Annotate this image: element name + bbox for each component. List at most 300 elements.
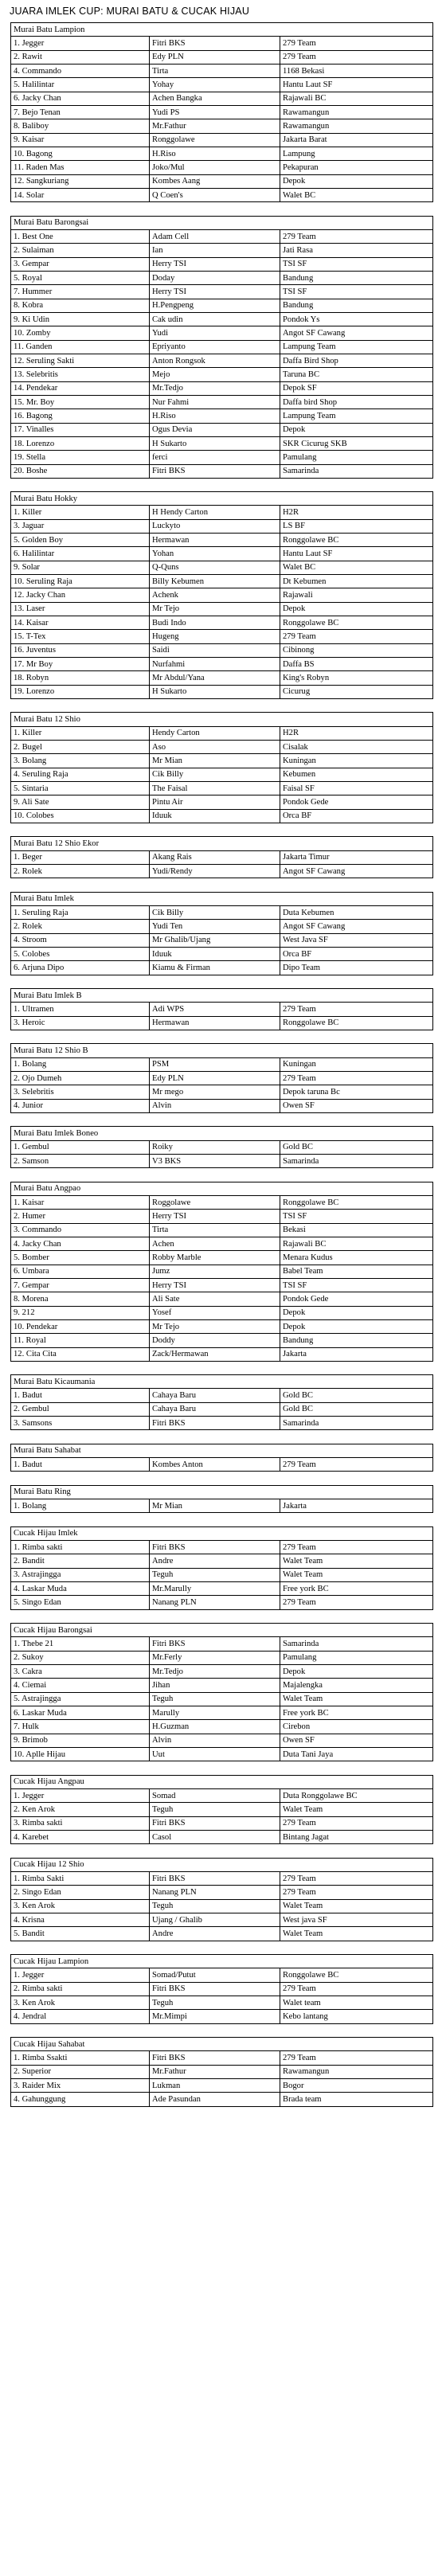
bird-name-cell: 2. Superior (11, 2065, 150, 2078)
team-name-cell: Gold BC (280, 1389, 433, 1402)
team-name-cell: Bekasi (280, 1223, 433, 1237)
table-row (11, 1071, 433, 1085)
table-row (11, 519, 433, 533)
team-name-cell: Samarinda (280, 1637, 433, 1651)
table-row (11, 865, 433, 878)
table-row (11, 1665, 433, 1679)
owner-name-cell: Hermawan (150, 1016, 280, 1030)
bird-name-cell: 4. Seruling Raja (11, 768, 150, 781)
team-name-cell: 279 Team (280, 1003, 433, 1016)
bird-name-cell: 4. Ciemai (11, 1679, 150, 1692)
owner-name-cell: Somad/Putut (150, 1968, 280, 1982)
owner-name-cell: Mr.Tedjo (150, 381, 280, 395)
owner-name-cell: Yohan (150, 547, 280, 561)
owner-name-cell: Cik Billy (150, 768, 280, 781)
owner-name-cell: Fitri BKS (150, 2051, 280, 2065)
team-name-cell: Duta Kebumen (280, 906, 433, 920)
owner-name-cell: Casol (150, 1830, 280, 1843)
table-row (11, 64, 433, 77)
bird-name-cell: 1. Thebe 21 (11, 1637, 150, 1651)
owner-name-cell: Andre (150, 1927, 280, 1941)
team-name-cell: 279 Team (280, 229, 433, 243)
section-header: Murai Batu Hokky (11, 492, 433, 506)
table-row (11, 423, 433, 436)
bird-name-cell: 5. Bandit (11, 1927, 150, 1941)
team-name-cell: Kuningan (280, 1057, 433, 1071)
owner-name-cell: Epriyanto (150, 340, 280, 354)
bird-name-cell: 2. Samson (11, 1154, 150, 1167)
bird-name-cell: 7. Hummer (11, 285, 150, 299)
bird-name-cell: 4. Laskar Muda (11, 1582, 150, 1596)
section-header-row (11, 1954, 433, 1968)
section-header: Murai Batu Imlek Boneo (11, 1127, 433, 1140)
bird-name-cell: 3. Bolang (11, 754, 150, 768)
team-name-cell: 279 Team (280, 1071, 433, 1085)
team-name-cell: Duta Ronggolawe BC (280, 1789, 433, 1803)
bird-name-cell: 16. Bagong (11, 409, 150, 423)
bird-name-cell: 3. Jaguar (11, 519, 150, 533)
section-spacer-row (11, 878, 433, 892)
bird-name-cell: 14. Pendekar (11, 381, 150, 395)
table-row (11, 381, 433, 395)
owner-name-cell: Fitri BKS (150, 1637, 280, 1651)
section-spacer-row (11, 975, 433, 988)
table-row (11, 285, 433, 299)
owner-name-cell: Herry TSI (150, 1278, 280, 1292)
bird-name-cell: 1. Bolang (11, 1057, 150, 1071)
owner-name-cell: Mr.Tedjo (150, 1665, 280, 1679)
section-spacer-row (11, 1472, 433, 1485)
table-row (11, 588, 433, 602)
team-name-cell: 279 Team (280, 1458, 433, 1472)
table-row (11, 1651, 433, 1664)
bird-name-cell: 5. Bomber (11, 1251, 150, 1265)
bird-name-cell: 9. Solar (11, 561, 150, 574)
table-row (11, 850, 433, 864)
spacer-cell (11, 1030, 433, 1043)
team-name-cell: 279 Team (280, 1596, 433, 1609)
owner-name-cell: Mr Tejo (150, 602, 280, 616)
bird-name-cell: 13. Laser (11, 602, 150, 616)
bird-name-cell: 5. Sintaria (11, 782, 150, 795)
bird-name-cell: 5. Halilintar (11, 78, 150, 92)
bird-name-cell: 1. Ultramen (11, 1003, 150, 1016)
owner-name-cell: Saidi (150, 643, 280, 657)
section-header-row (11, 1858, 433, 1871)
owner-name-cell: Mr Abdul/Yana (150, 671, 280, 685)
bird-name-cell: 10. Colobes (11, 809, 150, 823)
table-row (11, 1306, 433, 1319)
table-row (11, 754, 433, 768)
owner-name-cell: Ronggolawe (150, 133, 280, 147)
table-row (11, 1554, 433, 1568)
team-name-cell: Rajawali BC (280, 1237, 433, 1250)
owner-name-cell: Hendy Carton (150, 726, 280, 740)
table-row (11, 1251, 433, 1265)
owner-name-cell: Andre (150, 1554, 280, 1568)
table-row (11, 395, 433, 408)
table-row (11, 1085, 433, 1099)
owner-name-cell: Ade Pasundan (150, 2093, 280, 2106)
bird-name-cell: 3. Ken Arok (11, 1996, 150, 2009)
team-name-cell: 279 Team (280, 1871, 433, 1885)
bird-name-cell: 4. Krisna (11, 1913, 150, 1926)
section-spacer-row (11, 1609, 433, 1623)
owner-name-cell: Fitri BKS (150, 1871, 280, 1885)
owner-name-cell: Aso (150, 741, 280, 754)
table-row (11, 244, 433, 257)
team-name-cell: Walet Team (280, 1899, 433, 1913)
owner-name-cell: Yudi PS (150, 105, 280, 119)
owner-name-cell: Adi WPS (150, 1003, 280, 1016)
table-row (11, 1720, 433, 1734)
table-row (11, 312, 433, 326)
bird-name-cell: 12. Cita Cita (11, 1347, 150, 1361)
table-row (11, 368, 433, 381)
section-spacer-row (11, 202, 433, 216)
bird-name-cell: 2. Rimba sakti (11, 1982, 150, 1996)
section-header-row (11, 1775, 433, 1788)
section-header: Murai Batu 12 Shio Ekor (11, 837, 433, 850)
team-name-cell: LS BF (280, 519, 433, 533)
team-name-cell: TSI SF (280, 285, 433, 299)
team-name-cell: Walet team (280, 1996, 433, 2009)
bird-name-cell: 1. Killer (11, 726, 150, 740)
owner-name-cell: Lukman (150, 2078, 280, 2092)
owner-name-cell: Mr Mian (150, 1499, 280, 1513)
bird-name-cell: 1. Jegger (11, 1968, 150, 1982)
bird-name-cell: 5. Astrajingga (11, 1692, 150, 1706)
team-name-cell: Owen SF (280, 1099, 433, 1112)
bird-name-cell: 6. Jacky Chan (11, 92, 150, 105)
owner-name-cell: Q-Quns (150, 561, 280, 574)
bird-name-cell: 6. Arjuna Dipo (11, 961, 150, 975)
table-row (11, 1278, 433, 1292)
team-name-cell: Free york BC (280, 1582, 433, 1596)
bird-name-cell: 6. Umbara (11, 1265, 150, 1278)
table-row (11, 671, 433, 685)
owner-name-cell: Doddy (150, 1334, 280, 1347)
team-name-cell: Babel Team (280, 1265, 433, 1278)
owner-name-cell: Roiky (150, 1140, 280, 1154)
bird-name-cell: 8. Morena (11, 1292, 150, 1306)
spacer-cell (11, 878, 433, 892)
bird-name-cell: 6. Halilintar (11, 547, 150, 561)
bird-name-cell: 2. Ken Arok (11, 1803, 150, 1816)
section-header-row (11, 23, 433, 37)
table-row (11, 1347, 433, 1361)
table-row (11, 1982, 433, 1996)
owner-name-cell: Ian (150, 244, 280, 257)
team-name-cell: Pamulang (280, 451, 433, 464)
table-row (11, 1830, 433, 1843)
team-name-cell: Hantu Laut SF (280, 78, 433, 92)
owner-name-cell: H Hendy Carton (150, 506, 280, 519)
owner-name-cell: Nurfahmi (150, 658, 280, 671)
team-name-cell: Rawamangun (280, 2065, 433, 2078)
bird-name-cell: 16. Juventus (11, 643, 150, 657)
team-name-cell: Dt Kebumen (280, 575, 433, 588)
bird-name-cell: 4. Stroom (11, 933, 150, 947)
table-row (11, 464, 433, 478)
spacer-cell (11, 1941, 433, 1954)
team-name-cell: Walet BC (280, 561, 433, 574)
section-header: Cucak Hijau Barongsai (11, 1624, 433, 1637)
owner-name-cell: Yudi Ten (150, 920, 280, 933)
owner-name-cell: Achenk (150, 588, 280, 602)
section-spacer-row (11, 1941, 433, 1954)
owner-name-cell: Teguh (150, 1568, 280, 1581)
bird-name-cell: 10. Aplle Hijau (11, 1748, 150, 1761)
table-row (11, 1679, 433, 1692)
table-row (11, 1003, 433, 1016)
bird-name-cell: 9. Ali Sate (11, 795, 150, 809)
section-header-row (11, 1375, 433, 1389)
bird-name-cell: 11. Royal (11, 1334, 150, 1347)
owner-name-cell: Herry TSI (150, 257, 280, 271)
section-header: Murai Batu Sahabat (11, 1444, 433, 1457)
section-header: Cucak Hijau Imlek (11, 1526, 433, 1540)
table-row (11, 1499, 433, 1513)
team-name-cell: Ronggolawe BC (280, 534, 433, 547)
bird-name-cell: 3. Commando (11, 1223, 150, 1237)
owner-name-cell: Fitri BKS (150, 1816, 280, 1830)
section-header-row (11, 713, 433, 726)
table-row (11, 602, 433, 616)
bird-name-cell: 18. Robyn (11, 671, 150, 685)
owner-name-cell: Uut (150, 1748, 280, 1761)
team-name-cell: Depok (280, 1319, 433, 1333)
table-row (11, 1748, 433, 1761)
table-row (11, 1210, 433, 1223)
team-name-cell: Depok SF (280, 381, 433, 395)
bird-name-cell: 1. Rimba sakti (11, 1541, 150, 1554)
section-spacer-row (11, 1112, 433, 1126)
bird-name-cell: 9. Kaisar (11, 133, 150, 147)
table-row (11, 1319, 433, 1333)
team-name-cell: Gold BC (280, 1140, 433, 1154)
spacer-cell (11, 478, 433, 491)
table-row (11, 1417, 433, 1430)
bird-name-cell: 19. Lorenzo (11, 685, 150, 698)
owner-name-cell: Edy PLN (150, 50, 280, 64)
owner-name-cell: V3 BKS (150, 1154, 280, 1167)
bird-name-cell: 1. Best One (11, 229, 150, 243)
table-row (11, 271, 433, 284)
team-name-cell: Lampung (280, 147, 433, 160)
owner-name-cell: Mr mego (150, 1085, 280, 1099)
team-name-cell: Pondok Ys (280, 312, 433, 326)
team-name-cell: Samarinda (280, 1154, 433, 1167)
table-row (11, 1140, 433, 1154)
table-row (11, 1692, 433, 1706)
team-name-cell: Cibinong (280, 643, 433, 657)
team-name-cell: Cicurug (280, 685, 433, 698)
owner-name-cell: Edy PLN (150, 1071, 280, 1085)
owner-name-cell: Ujang / Ghalib (150, 1913, 280, 1926)
team-name-cell: TSI SF (280, 257, 433, 271)
table-row (11, 795, 433, 809)
table-row (11, 326, 433, 340)
bird-name-cell: 3. Rimba sakti (11, 1816, 150, 1830)
owner-name-cell: The Faisal (150, 782, 280, 795)
team-name-cell: West Java SF (280, 933, 433, 947)
table-row (11, 174, 433, 188)
section-spacer-row (11, 1430, 433, 1444)
team-name-cell: Depok (280, 1306, 433, 1319)
owner-name-cell: Tirta (150, 1223, 280, 1237)
section-header-row (11, 2037, 433, 2050)
owner-name-cell: PSM (150, 1057, 280, 1071)
bird-name-cell: 1. Badut (11, 1458, 150, 1472)
table-row (11, 2010, 433, 2023)
owner-name-cell: Teguh (150, 1803, 280, 1816)
team-name-cell: Walet BC (280, 188, 433, 201)
team-name-cell: Faisal SF (280, 782, 433, 795)
bird-name-cell: 1. Jegger (11, 1789, 150, 1803)
bird-name-cell: 2. Sulaiman (11, 244, 150, 257)
bird-name-cell: 6. Laskar Muda (11, 1706, 150, 1720)
table-row (11, 1265, 433, 1278)
table-row (11, 575, 433, 588)
table-row (11, 1789, 433, 1803)
team-name-cell: Bogor (280, 2078, 433, 2092)
bird-name-cell: 2. Bandit (11, 1554, 150, 1568)
section-header: Murai Batu Lampion (11, 23, 433, 37)
owner-name-cell: Robby Marble (150, 1251, 280, 1265)
team-name-cell: Ronggolawe BC (280, 1016, 433, 1030)
owner-name-cell: Luckyto (150, 519, 280, 533)
owner-name-cell: Jumz (150, 1265, 280, 1278)
team-name-cell: TSI SF (280, 1278, 433, 1292)
team-name-cell: 279 Team (280, 2051, 433, 2065)
owner-name-cell: Hermawan (150, 534, 280, 547)
section-header-row (11, 1182, 433, 1195)
owner-name-cell: Mr.Mimpi (150, 2010, 280, 2023)
team-name-cell: 1168 Bekasi (280, 64, 433, 77)
section-header-row (11, 1444, 433, 1457)
owner-name-cell: Nanang PLN (150, 1886, 280, 1899)
bird-name-cell: 12. Sangkuriang (11, 174, 150, 188)
spacer-cell (11, 1609, 433, 1623)
bird-name-cell: 2. Ojo Dumeh (11, 1071, 150, 1085)
team-name-cell: Angot SF Cawang (280, 920, 433, 933)
table-row (11, 1927, 433, 1941)
table-row (11, 906, 433, 920)
team-name-cell: Owen SF (280, 1734, 433, 1747)
team-name-cell: Jakarta Barat (280, 133, 433, 147)
owner-name-cell: H.Pengpeng (150, 299, 280, 312)
team-name-cell: Duta Tani Jaya (280, 1748, 433, 1761)
table-row (11, 161, 433, 174)
bird-name-cell: 2. Humer (11, 1210, 150, 1223)
bird-name-cell: 1. Gembul (11, 1140, 150, 1154)
bird-name-cell: 9. Brimob (11, 1734, 150, 1747)
section-header: Cucak Hijau Lampion (11, 1954, 433, 1968)
owner-name-cell: Cak udin (150, 312, 280, 326)
owner-name-cell: Mejo (150, 368, 280, 381)
table-row (11, 1996, 433, 2009)
bird-name-cell: 8. Kobra (11, 299, 150, 312)
table-row (11, 1402, 433, 1416)
owner-name-cell: H Sukarto (150, 436, 280, 450)
table-row (11, 534, 433, 547)
section-header: Murai Batu 12 Shio B (11, 1044, 433, 1057)
bird-name-cell: 9. 212 (11, 1306, 150, 1319)
team-name-cell: Daffa BS (280, 658, 433, 671)
bird-name-cell: 3. Heroic (11, 1016, 150, 1030)
table-row (11, 1195, 433, 1209)
section-header: Cucak Hijau Angpau (11, 1775, 433, 1788)
bird-name-cell: 9. Ki Udin (11, 312, 150, 326)
owner-name-cell: H Sukarto (150, 685, 280, 698)
table-row (11, 1016, 433, 1030)
bird-name-cell: 4. Jacky Chan (11, 1237, 150, 1250)
bird-name-cell: 5. Royal (11, 271, 150, 284)
team-name-cell: Depok taruna Bc (280, 1085, 433, 1099)
owner-name-cell: Doday (150, 271, 280, 284)
team-name-cell: 279 Team (280, 630, 433, 643)
owner-name-cell: Yosef (150, 1306, 280, 1319)
team-name-cell: Cisalak (280, 741, 433, 754)
team-name-cell: Taruna BC (280, 368, 433, 381)
owner-name-cell: Hugeng (150, 630, 280, 643)
bird-name-cell: 10. Bagong (11, 147, 150, 160)
bird-name-cell: 18. Lorenzo (11, 436, 150, 450)
table-row (11, 933, 433, 947)
section-header-row (11, 1526, 433, 1540)
bird-name-cell: 5. Colobes (11, 947, 150, 960)
owner-name-cell: Pintu Air (150, 795, 280, 809)
team-name-cell: Rawamangun (280, 105, 433, 119)
team-name-cell: Jakarta (280, 1347, 433, 1361)
owner-name-cell: Adam Cell (150, 229, 280, 243)
team-name-cell: Walet Team (280, 1927, 433, 1941)
team-name-cell: Bintang Jagat (280, 1830, 433, 1843)
owner-name-cell: Ali Sate (150, 1292, 280, 1306)
bird-name-cell: 17. Mr Boy (11, 658, 150, 671)
bird-name-cell: 3. Raider Mix (11, 2078, 150, 2092)
bird-name-cell: 2. Rolek (11, 920, 150, 933)
owner-name-cell: Mr.Marully (150, 1582, 280, 1596)
bird-name-cell: 4. Karebet (11, 1830, 150, 1843)
owner-name-cell: ferci (150, 451, 280, 464)
table-row (11, 1541, 433, 1554)
section-spacer-row (11, 1361, 433, 1374)
section-spacer-row (11, 1513, 433, 1526)
team-name-cell: Orca BF (280, 947, 433, 960)
team-name-cell: Jati Rasa (280, 244, 433, 257)
owner-name-cell: Q Coen's (150, 188, 280, 201)
table-row (11, 1816, 433, 1830)
table-row (11, 1899, 433, 1913)
table-row (11, 2078, 433, 2092)
team-name-cell: Lampung Team (280, 340, 433, 354)
table-row (11, 768, 433, 781)
bird-name-cell: 2. Singo Edan (11, 1886, 150, 1899)
table-row (11, 1458, 433, 1472)
section-header: Murai Batu 12 Shio (11, 713, 433, 726)
section-header: Murai Batu Barongsai (11, 216, 433, 229)
owner-name-cell: Nur Fahmi (150, 395, 280, 408)
bird-name-cell: 1. Rimba Ssakti (11, 2051, 150, 2065)
section-spacer-row (11, 823, 433, 837)
owner-name-cell: Mr Ghalib/Ujang (150, 933, 280, 947)
team-name-cell: Samarinda (280, 1417, 433, 1430)
team-name-cell: Depok (280, 423, 433, 436)
owner-name-cell: Iduuk (150, 809, 280, 823)
bird-name-cell: 2. Gembul (11, 1402, 150, 1416)
